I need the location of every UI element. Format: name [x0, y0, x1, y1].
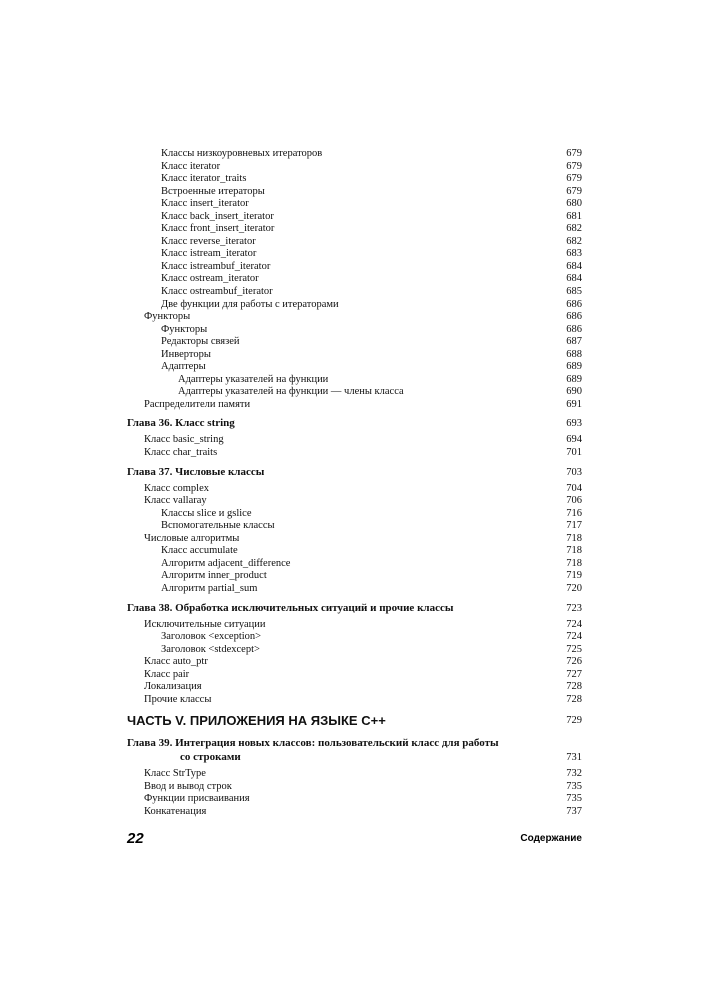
toc-entry-page: 689	[566, 373, 582, 385]
toc-entry-title: Функторы	[161, 323, 208, 335]
toc-entry-title: Вспомогательные классы	[161, 520, 275, 532]
toc-entry-page: 682	[566, 235, 582, 247]
toc-entry-page: 683	[566, 248, 582, 260]
toc-entry	[127, 483, 582, 496]
toc-entry-page: 727	[566, 668, 582, 680]
toc-entry-page: 735	[566, 793, 582, 805]
toc-entry-title: Две функции для работы с итераторами	[161, 298, 339, 310]
toc-entry-page: 725	[566, 643, 582, 655]
toc-entry	[127, 793, 582, 806]
toc-entry	[127, 806, 582, 819]
toc-entry	[127, 434, 582, 447]
toc-entry-page: 686	[566, 323, 582, 335]
toc-entry	[127, 570, 582, 583]
toc-entry-page: 693	[566, 418, 582, 430]
toc-entry-page: 718	[566, 532, 582, 544]
toc-entry-title: Глава 37. Числовые классы	[127, 465, 265, 478]
toc-entry-page: 718	[566, 557, 582, 569]
toc-entry-title: Классы slice и gslice	[161, 507, 252, 519]
toc-entry	[127, 273, 582, 286]
toc-entry-page: 682	[566, 223, 582, 235]
toc-entry-title: Глава 38. Обработка исключительных ситуаций и прочие классы	[127, 601, 454, 614]
toc-part-heading	[127, 711, 582, 731]
toc-entry-title: Прочие классы	[144, 693, 212, 705]
toc-entry-title: Инверторы	[161, 348, 211, 360]
toc-entry-title: Класс front_insert_iterator	[161, 223, 275, 235]
toc-entry	[127, 248, 582, 261]
toc-entry-title: Класс ostream_iterator	[161, 273, 259, 285]
toc-entry-title: Класс back_insert_iterator	[161, 210, 274, 222]
toc-entry-title: Класс pair	[144, 668, 190, 680]
toc-entry-title: Адаптеры	[161, 361, 206, 373]
toc-entry-page: 729	[566, 715, 582, 727]
toc-entry-page: 723	[566, 602, 582, 614]
toc-entry-page: 688	[566, 348, 582, 360]
toc-entry	[127, 236, 582, 249]
toc-entry-title: Заголовок <exception>	[161, 631, 262, 643]
toc-entry-page: 690	[566, 386, 582, 398]
toc-entry-page: 731	[566, 752, 582, 764]
toc-entry-page: 684	[566, 260, 582, 272]
toc-entry-title: Глава 36. Класс string	[127, 417, 235, 430]
toc-entry-page: 724	[566, 631, 582, 643]
toc-entry-title: Алгоритм partial_sum	[161, 582, 258, 594]
toc-entry-page: 686	[566, 311, 582, 323]
toc-entry-page: 679	[566, 173, 582, 185]
toc-entry-page: 732	[566, 768, 582, 780]
toc-entry	[127, 374, 582, 387]
toc-entry-page: 679	[566, 160, 582, 172]
toc-entry-title: Редакторы связей	[161, 336, 240, 348]
toc-entry	[127, 161, 582, 174]
toc-entry-page: 681	[566, 210, 582, 222]
toc-entry	[127, 631, 582, 644]
toc-entry-page: 684	[566, 273, 582, 285]
toc-entry-page: 704	[566, 482, 582, 494]
toc-entry-title: Алгоритм inner_product	[161, 570, 267, 582]
toc-chapter-heading	[127, 736, 582, 764]
toc-entry-title: Класс istreambuf_iterator	[161, 260, 271, 272]
toc-chapter-heading	[127, 416, 582, 431]
toc-entry-title: Встроенные итераторы	[161, 185, 265, 197]
toc-entry-title: Функторы	[144, 311, 191, 323]
toc-entry-page: 724	[566, 618, 582, 630]
toc-entry	[127, 694, 582, 707]
toc-entry	[127, 533, 582, 546]
toc-entry-page: 728	[566, 681, 582, 693]
toc-entry-title: Класс char_traits	[144, 447, 218, 459]
toc-entry	[127, 349, 582, 362]
toc-entry	[127, 495, 582, 508]
toc-entry	[127, 286, 582, 299]
toc-entry	[127, 508, 582, 521]
toc-entry	[127, 545, 582, 558]
toc-entry-title: Числовые алгоритмы	[144, 532, 240, 544]
toc-entry-page: 685	[566, 286, 582, 298]
toc-entry-page: 694	[566, 434, 582, 446]
toc-entry	[127, 656, 582, 669]
toc-entry-page: 679	[566, 185, 582, 197]
toc-entry-title: Конкатенация	[144, 805, 207, 817]
toc-entry-title: Локализация	[144, 681, 202, 693]
toc-entry-page: 689	[566, 361, 582, 373]
toc-entry-page: 701	[566, 447, 582, 459]
toc-entry-title: Адаптеры указателей на функции	[178, 373, 329, 385]
toc-entry	[127, 619, 582, 632]
toc-entry-page: 737	[566, 805, 582, 817]
toc-entry-page: 703	[566, 466, 582, 478]
toc-entry	[127, 520, 582, 533]
toc-entry-title: Класс insert_iterator	[161, 198, 249, 210]
toc-entry-title: Класс auto_ptr	[144, 656, 208, 668]
toc-entry-page: 719	[566, 570, 582, 582]
toc-entry	[127, 558, 582, 571]
toc-entry-title: Классы низкоуровневых итераторов	[161, 148, 323, 159]
toc-entry-page: 716	[566, 507, 582, 519]
toc-chapter-heading	[127, 601, 582, 616]
toc-entry-title: Класс complex	[144, 482, 210, 494]
toc-entry-title: Класс StrType	[144, 768, 206, 780]
toc-entry	[127, 644, 582, 657]
table-of-contents	[127, 148, 582, 819]
toc-entry-title: Класс accumulate	[161, 545, 238, 557]
toc-entry	[127, 173, 582, 186]
toc-entry	[127, 211, 582, 224]
toc-entry-title: Класс vallaray	[144, 495, 207, 507]
toc-entry	[127, 261, 582, 274]
toc-entry	[127, 311, 582, 324]
toc-entry-page: 686	[566, 298, 582, 310]
page-number: 22	[127, 830, 144, 847]
toc-entry	[127, 768, 582, 781]
toc-entry-title: Глава 39. Интеграция новых классов: пользовательский класс для работы со строками	[127, 737, 499, 764]
toc-entry-page: 706	[566, 495, 582, 507]
running-head: Содержание	[520, 833, 582, 844]
toc-chapter-heading	[127, 465, 582, 480]
toc-entry-title: Класс iterator_traits	[161, 173, 247, 185]
toc-entry	[127, 336, 582, 349]
toc-entry-page: 720	[566, 582, 582, 594]
toc-entry	[127, 198, 582, 211]
toc-entry-title: Исключительные ситуации	[144, 618, 266, 630]
toc-entry	[127, 681, 582, 694]
toc-entry	[127, 299, 582, 312]
toc-entry-page: 691	[566, 398, 582, 410]
toc-entry	[127, 399, 582, 412]
toc-entry-title: Распределители памяти	[144, 398, 251, 410]
toc-entry-page: 680	[566, 198, 582, 210]
toc-entry-page: 718	[566, 545, 582, 557]
toc-entry-title: Алгоритм adjacent_difference	[161, 557, 291, 569]
toc-entry	[127, 324, 582, 337]
toc-entry-title: Класс ostreambuf_iterator	[161, 286, 273, 298]
toc-entry	[127, 148, 582, 161]
toc-entry	[127, 386, 582, 399]
toc-entry-title: Класс iterator	[161, 160, 221, 172]
toc-entry	[127, 361, 582, 374]
toc-entry-title: Адаптеры указателей на функции — члены класса	[178, 386, 404, 398]
toc-entry-title: Функции присваивания	[144, 793, 250, 805]
toc-entry	[127, 223, 582, 236]
toc-entry	[127, 186, 582, 199]
toc-entry-title: Заголовок <stdexcept>	[161, 643, 260, 655]
toc-entry-page: 717	[566, 520, 582, 532]
toc-entry-page: 679	[566, 148, 582, 159]
toc-entry-title: Класс reverse_iterator	[161, 235, 256, 247]
toc-entry	[127, 781, 582, 794]
toc-entry-page: 735	[566, 780, 582, 792]
toc-entry-page: 728	[566, 693, 582, 705]
toc-entry	[127, 583, 582, 596]
toc-entry-title: ЧАСТЬ V. ПРИЛОЖЕНИЯ НА ЯЗЫКЕ С++	[127, 713, 386, 729]
toc-entry-title: Ввод и вывод строк	[144, 780, 232, 792]
toc-entry-title: Класс istream_iterator	[161, 248, 257, 260]
toc-entry-page: 726	[566, 656, 582, 668]
toc-entry-title: Класс basic_string	[144, 434, 224, 446]
toc-entry-page: 687	[566, 336, 582, 348]
toc-entry	[127, 447, 582, 460]
toc-entry	[127, 669, 582, 682]
